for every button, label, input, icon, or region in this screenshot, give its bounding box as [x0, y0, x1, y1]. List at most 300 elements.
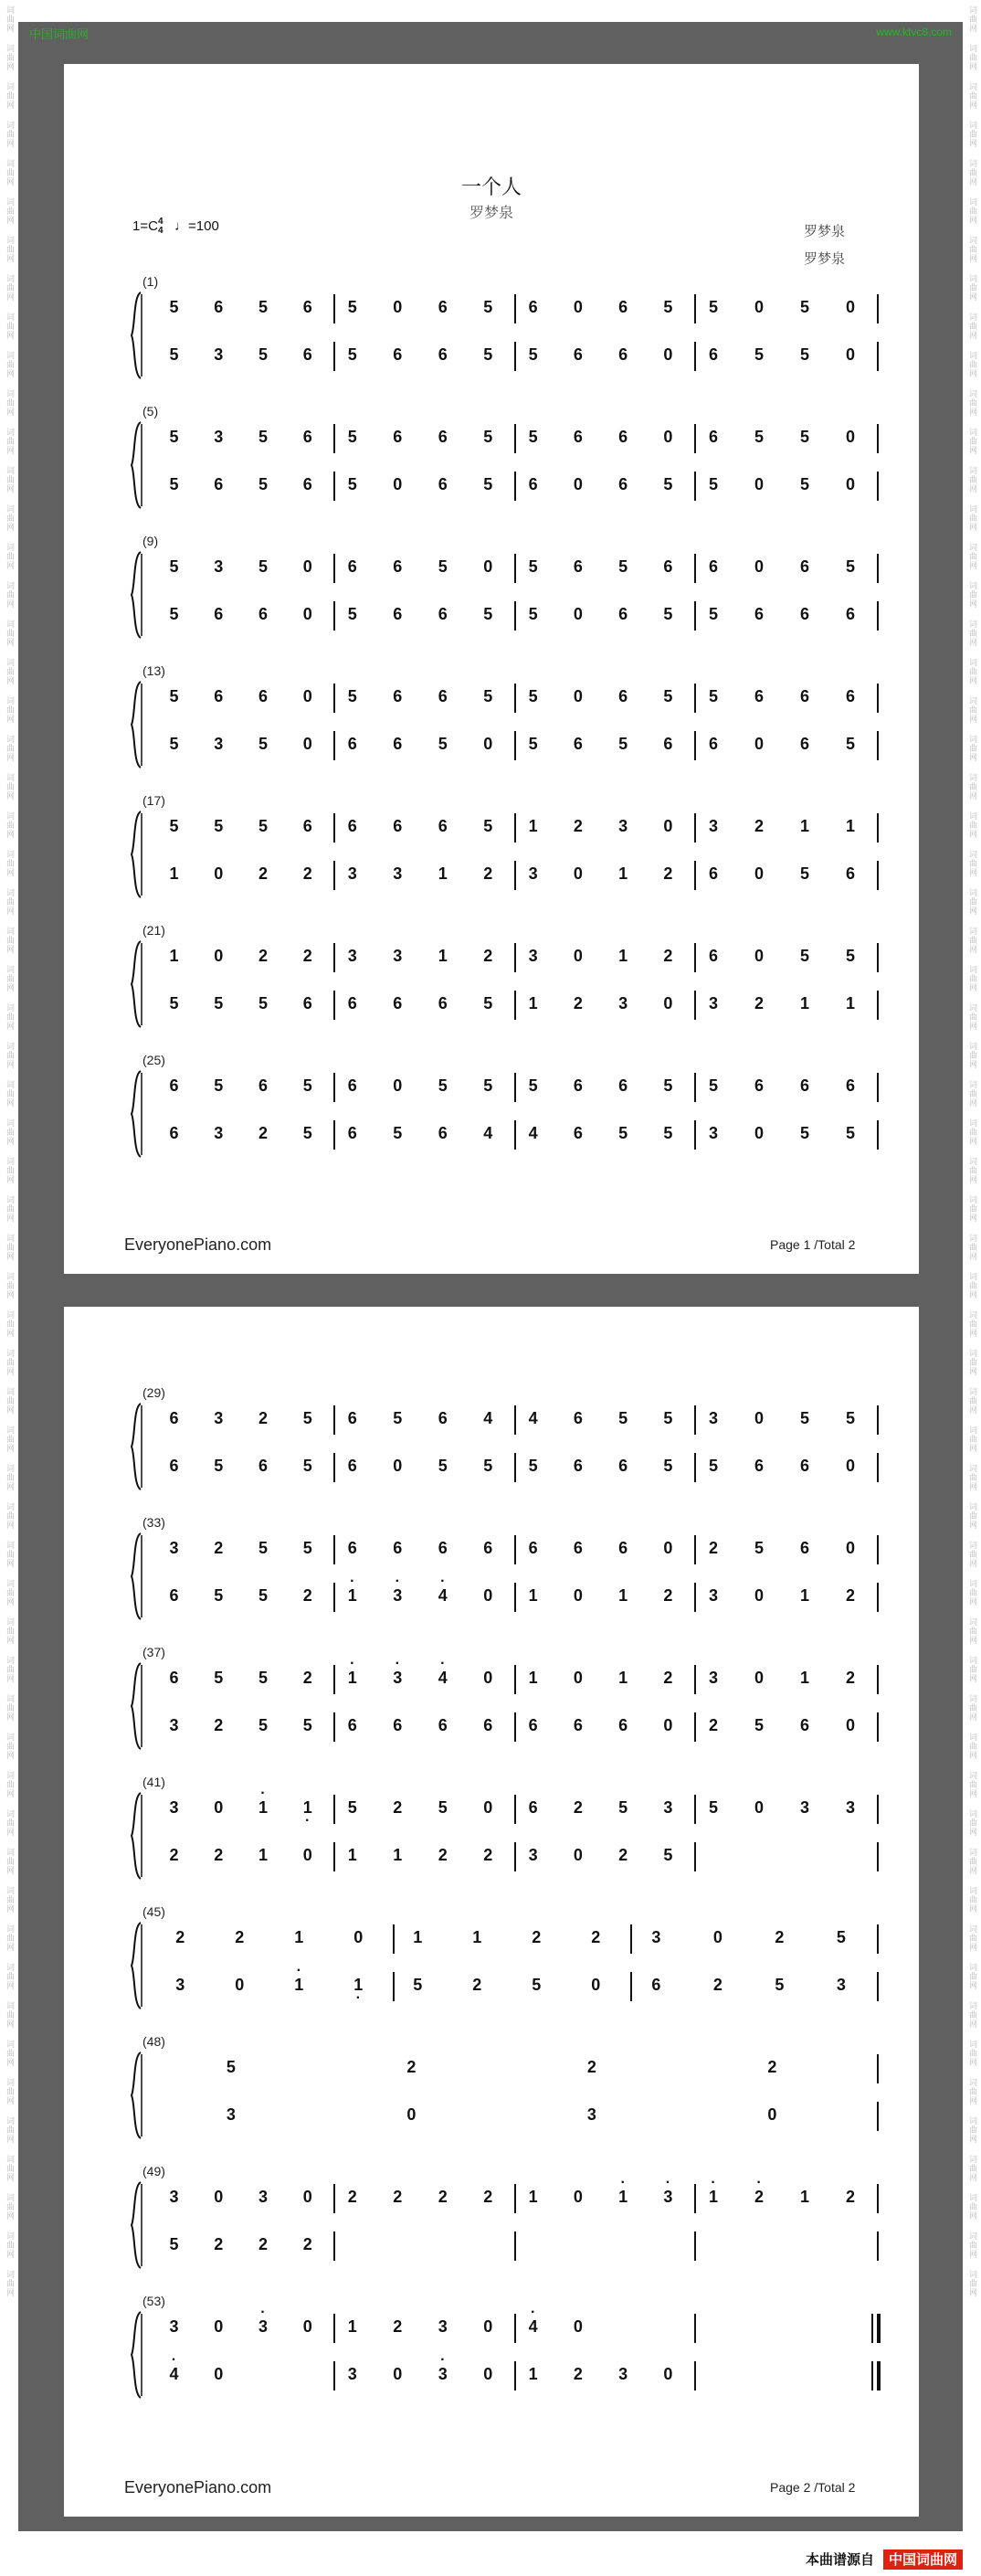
source-site[interactable]: 中国词曲网: [883, 2549, 963, 2570]
note: 3: [618, 994, 628, 1012]
note: 6: [438, 1124, 448, 1142]
barline: [333, 554, 335, 583]
watermark-text: 词曲网: [5, 1886, 14, 1913]
note: 0: [754, 1669, 764, 1687]
barline: [333, 1453, 335, 1482]
barline: [514, 943, 516, 972]
note: 3: [169, 2317, 179, 2336]
note: 0: [302, 557, 312, 576]
note: 1: [528, 817, 538, 835]
barline: [694, 472, 696, 501]
barline: [514, 991, 516, 1020]
note: 1 ·: [704, 2188, 723, 2206]
note: 5: [708, 1076, 718, 1095]
right-watermark-strip: [963, 0, 981, 2576]
note: 6: [393, 735, 403, 753]
barline: [333, 991, 335, 1020]
barline: [694, 424, 696, 453]
barline: [514, 1405, 516, 1435]
note: 5: [618, 557, 628, 576]
note: 6: [438, 345, 448, 364]
barline: [333, 1120, 335, 1150]
note: 2: [483, 947, 493, 965]
note: 5: [169, 994, 179, 1012]
note: 5: [169, 345, 179, 364]
footer-site[interactable]: EveryonePiano.com: [124, 1235, 272, 1254]
music-system: [64, 2294, 919, 2400]
note: 5: [663, 1846, 673, 1864]
watermark-text: 词曲网: [5, 735, 14, 762]
watermark-text: 词曲网: [5, 1234, 14, 1261]
note: 5: [347, 1798, 357, 1817]
note: 6: [302, 345, 312, 364]
note: 6: [651, 1976, 661, 1994]
note: 3 ·: [388, 1586, 406, 1605]
music-system: [64, 2164, 919, 2270]
note: 0: [573, 1586, 583, 1605]
note: 0: [214, 864, 224, 883]
staff-line: [155, 472, 895, 497]
note: 0: [573, 475, 583, 493]
octave-up-dot: ·: [171, 2352, 177, 2368]
note: 6: [618, 1716, 628, 1734]
staff-line: [155, 2175, 895, 2210]
note: 2: [258, 947, 268, 965]
note: 6: [393, 994, 403, 1012]
note: 5: [393, 1409, 403, 1427]
staff-line: [155, 1120, 895, 1146]
note: 0: [663, 1716, 673, 1734]
note: 2: [483, 864, 493, 883]
measure-number: (41): [142, 1775, 165, 1789]
note: 5: [754, 1716, 764, 1734]
watermark-text: 词曲网: [5, 581, 14, 609]
note: 6: [618, 1076, 628, 1095]
staff-line: [155, 991, 895, 1016]
note: 2: [235, 1928, 245, 1946]
note: 6: [169, 1409, 179, 1427]
note: 2: [258, 2235, 268, 2253]
note: 5: [483, 817, 493, 835]
watermark-text: 词曲网: [5, 428, 14, 455]
note: 0: [845, 345, 855, 364]
note: 3: [845, 1798, 855, 1817]
note: 2: [663, 947, 673, 965]
note: 5: [258, 817, 268, 835]
watermark-text: 词曲网: [5, 2001, 14, 2029]
octave-up-dot: ·: [350, 1656, 355, 1671]
staff-line: [155, 601, 895, 627]
watermark-text: 词曲网: [967, 965, 976, 992]
note: 5: [258, 557, 268, 576]
note: 2: [258, 1409, 268, 1427]
note: 6: [799, 687, 809, 705]
note: 2: [663, 1586, 673, 1605]
note: 0: [663, 428, 673, 446]
note: 5: [528, 557, 538, 576]
watermark-text: 词曲网: [5, 2040, 14, 2067]
note: 5: [483, 1457, 493, 1475]
barline: [514, 554, 516, 583]
note: 2: [438, 2188, 448, 2206]
note: 0: [235, 1976, 245, 1994]
music-system: [64, 1053, 919, 1159]
note: 5: [799, 1124, 809, 1142]
note: 0: [353, 1928, 364, 1946]
watermark-text: 词曲网: [967, 389, 976, 417]
note: 6: [258, 1457, 268, 1475]
note: 3: [226, 2105, 236, 2124]
barline: [333, 1665, 335, 1694]
note: 6: [347, 1124, 357, 1142]
note: 6: [618, 298, 628, 316]
note: 3: [586, 2105, 596, 2124]
note: 5: [754, 1539, 764, 1557]
barline: [514, 1453, 516, 1482]
note: 3: [214, 1409, 224, 1427]
staff-line: [155, 2102, 895, 2127]
note: 5: [258, 1716, 268, 1734]
note: 0: [573, 2317, 583, 2336]
note: 5: [663, 1076, 673, 1095]
watermark-text: 词曲网: [967, 197, 976, 225]
note: 5: [438, 1798, 448, 1817]
note: 2: [591, 1928, 601, 1946]
watermark-text: 词曲网: [967, 5, 976, 33]
watermark-text: 词曲网: [5, 1809, 14, 1837]
note: 2: [438, 1846, 448, 1864]
watermark-text: 词曲网: [967, 236, 976, 263]
note: 5: [302, 1409, 312, 1427]
grand-staff-brace: [130, 420, 142, 510]
note: 3: [708, 1124, 718, 1142]
note: 0: [573, 1846, 583, 1864]
note: 0: [845, 298, 855, 316]
note: 1: [393, 1846, 403, 1864]
note: 4: [483, 1124, 493, 1142]
barline: [393, 1924, 395, 1954]
note: 0: [767, 2105, 777, 2124]
note: 2: [214, 2235, 224, 2253]
note: 3 ·: [659, 2188, 677, 2206]
note: 6: [708, 345, 718, 364]
site-url[interactable]: www.ktvc8.com: [876, 26, 952, 38]
barline: [877, 2231, 879, 2261]
barline: [877, 684, 879, 713]
note: 5: [169, 2235, 179, 2253]
barline: [514, 472, 516, 501]
note: 2: [845, 1586, 855, 1605]
note: 3: [618, 2365, 628, 2383]
note: 5: [528, 1457, 538, 1475]
watermark-text: 词曲网: [5, 313, 14, 340]
note: 5: [663, 1124, 673, 1142]
note: 1 ·: [254, 1798, 272, 1817]
watermark-text: 词曲网: [5, 44, 14, 71]
watermark-text: 词曲网: [5, 1963, 14, 1990]
barline: [877, 813, 879, 843]
note: 0: [483, 557, 493, 576]
note: 5: [483, 298, 493, 316]
note: 0: [214, 2365, 224, 2383]
watermark-text: 词曲网: [967, 1963, 976, 1990]
note: 5: [483, 687, 493, 705]
note: 0: [845, 475, 855, 493]
note: 6: [258, 687, 268, 705]
note: 1: [799, 1586, 809, 1605]
note: 3: [708, 994, 718, 1012]
watermark-text: 词曲网: [967, 2155, 976, 2182]
note: 1: [528, 2365, 538, 2383]
note: 1 ·: [343, 1586, 362, 1605]
note: 5: [754, 345, 764, 364]
barline: [877, 1073, 879, 1102]
barline: [694, 1405, 696, 1435]
music-system: [64, 2034, 919, 2140]
note: 5: [799, 947, 809, 965]
barline: [877, 2314, 881, 2343]
note: 2: [393, 1798, 403, 1817]
watermark-text: 词曲网: [967, 658, 976, 685]
note: 1 ·: [343, 1669, 362, 1687]
note: 2: [845, 2188, 855, 2206]
barline: [514, 2231, 516, 2261]
note: 5: [302, 1457, 312, 1475]
note: 6: [347, 1409, 357, 1427]
music-system: [64, 1645, 919, 1751]
note: 0: [663, 2365, 673, 2383]
note: 6: [393, 428, 403, 446]
staff-line: [155, 1453, 895, 1479]
measure-number: (13): [142, 663, 165, 678]
barline: [514, 1795, 516, 1824]
barline: [333, 1405, 335, 1435]
note: 1 ·: [349, 1976, 367, 1994]
octave-up-dot: ·: [395, 1574, 400, 1589]
note: 5: [845, 557, 855, 576]
note: 5: [438, 1457, 448, 1475]
note: 6: [845, 864, 855, 883]
barline: [694, 861, 696, 890]
note: 3: [528, 864, 538, 883]
note: 3: [438, 2317, 448, 2336]
footer-site[interactable]: EveryonePiano.com: [124, 2478, 272, 2496]
note: 6: [618, 605, 628, 623]
barline: [877, 1712, 879, 1742]
page-number: Page 2 /Total 2: [770, 2480, 856, 2495]
staff-line: [155, 861, 895, 886]
watermark-text: 词曲网: [5, 1195, 14, 1223]
note: 2: [573, 817, 583, 835]
barline: [877, 2102, 879, 2131]
octave-up-dot: ·: [531, 2305, 536, 2320]
music-system: [64, 1904, 919, 2010]
barline: [333, 294, 335, 323]
note: 6: [573, 1076, 583, 1095]
watermark-text: 词曲网: [5, 351, 14, 378]
note: 5: [258, 1539, 268, 1557]
note: 0: [845, 1539, 855, 1557]
octave-up-dot: ·: [260, 2305, 266, 2320]
barline: [694, 813, 696, 843]
note: 5: [169, 735, 179, 753]
barline: [694, 2361, 696, 2390]
note: 3: [708, 817, 718, 835]
watermark-text: 词曲网: [967, 159, 976, 186]
note: 5: [347, 428, 357, 446]
barline: [333, 342, 335, 371]
watermark-text: 词曲网: [5, 1617, 14, 1645]
watermark-text: 词曲网: [967, 1886, 976, 1913]
barline: [694, 1120, 696, 1150]
note: 6: [618, 1457, 628, 1475]
note: 6: [302, 298, 312, 316]
watermark-text: 词曲网: [5, 1118, 14, 1146]
watermark-text: 词曲网: [967, 2078, 976, 2105]
note: 2: [302, 2235, 312, 2253]
note: 0: [754, 1124, 764, 1142]
barline: [877, 1842, 879, 1871]
watermark-text: 词曲网: [5, 1157, 14, 1184]
note: 6: [347, 1539, 357, 1557]
note: 1: [618, 1669, 628, 1687]
watermark-text: 词曲网: [967, 773, 976, 800]
note: 0: [573, 605, 583, 623]
note: 5: [302, 1539, 312, 1557]
barline: [630, 1924, 632, 1954]
note: 1: [347, 1846, 357, 1864]
note: 6: [573, 1409, 583, 1427]
barline: [333, 2361, 335, 2390]
barline: [694, 943, 696, 972]
watermark-text: 词曲网: [967, 2193, 976, 2221]
note: 0: [754, 735, 764, 753]
note: 6: [754, 687, 764, 705]
note: 0: [483, 1586, 493, 1605]
note: 5: [413, 1976, 423, 1994]
note: 6: [708, 428, 718, 446]
barline: [514, 1120, 516, 1150]
barline: [694, 1453, 696, 1482]
note: 0: [302, 735, 312, 753]
note: 6: [754, 1457, 764, 1475]
barline: [877, 1972, 879, 2001]
note: 0: [483, 2365, 493, 2383]
note: 6: [347, 735, 357, 753]
note: 0: [214, 947, 224, 965]
measure-number: (49): [142, 2164, 165, 2178]
watermark-text: 词曲网: [5, 1310, 14, 1338]
note: 2: [302, 1586, 312, 1605]
barline: [694, 1842, 696, 1871]
watermark-text: 词曲网: [967, 1694, 976, 1722]
watermark-text: 词曲网: [5, 1733, 14, 1760]
note: 1: [528, 1669, 538, 1687]
note: 6: [799, 1716, 809, 1734]
octave-up-dot: ·: [756, 2175, 762, 2190]
site-name[interactable]: 中国词曲网: [29, 28, 90, 42]
barline: [333, 861, 335, 890]
note: 3: [528, 1846, 538, 1864]
note: 0: [845, 1457, 855, 1475]
note: 1: [799, 2188, 809, 2206]
note: 5: [258, 1586, 268, 1605]
watermark-text: 词曲网: [5, 2078, 14, 2105]
note: 5: [754, 428, 764, 446]
measure-number: (48): [142, 2034, 165, 2049]
watermark-text: 词曲网: [967, 82, 976, 110]
note: 3: [799, 1798, 809, 1817]
note: 5: [618, 1409, 628, 1427]
octave-up-dot: ·: [260, 1786, 266, 1801]
note: 0: [712, 1928, 723, 1946]
watermark-text: 词曲网: [967, 1003, 976, 1031]
staff-line: [155, 1574, 895, 1608]
note: 1: [799, 817, 809, 835]
note: 0: [302, 605, 312, 623]
watermark-text: 词曲网: [5, 1541, 14, 1568]
watermark-text: 词曲网: [967, 313, 976, 340]
note: 2: [573, 2365, 583, 2383]
note: 2: [618, 1846, 628, 1864]
note: 0: [483, 735, 493, 753]
note: 6: [663, 735, 673, 753]
octave-up-dot: ·: [440, 2352, 446, 2368]
note: 6: [573, 1457, 583, 1475]
note: 3: [169, 1798, 179, 1817]
note: 6: [708, 557, 718, 576]
watermark-text: 词曲网: [5, 1464, 14, 1491]
note: 3: [528, 947, 538, 965]
staff-line: [155, 731, 895, 757]
watermark-text: 词曲网: [967, 1771, 976, 1798]
note: 2: [708, 1539, 718, 1557]
note: 5: [258, 994, 268, 1012]
lyricist-credit: 罗梦泉: [804, 250, 846, 267]
barline: [877, 2054, 879, 2083]
note: 3: [214, 557, 224, 576]
watermark-text: 词曲网: [5, 2231, 14, 2259]
note: 6: [347, 557, 357, 576]
barline: [877, 601, 879, 631]
note: 5: [347, 605, 357, 623]
note: 5: [845, 947, 855, 965]
note: 6: [438, 1409, 448, 1427]
barline: [694, 1712, 696, 1742]
note: 6: [483, 1539, 493, 1557]
grand-staff-brace: [130, 2310, 142, 2400]
watermark-text: 词曲网: [967, 466, 976, 493]
note: 5: [663, 1457, 673, 1475]
note: 2: [258, 1124, 268, 1142]
note: 6: [258, 1076, 268, 1095]
note: 6: [528, 1539, 538, 1557]
barline: [877, 554, 879, 583]
note: 3 ·: [388, 1669, 406, 1687]
note: 3: [393, 864, 403, 883]
note: 5: [258, 428, 268, 446]
note: 6: [393, 557, 403, 576]
note: 2: [302, 947, 312, 965]
barline: [877, 1120, 879, 1150]
note: 5: [663, 475, 673, 493]
note: 5: [483, 428, 493, 446]
note: 2: [169, 1846, 179, 1864]
note: 6: [799, 735, 809, 753]
note: 5: [528, 345, 538, 364]
note: 6: [438, 687, 448, 705]
watermark-text: 词曲网: [967, 1924, 976, 1952]
